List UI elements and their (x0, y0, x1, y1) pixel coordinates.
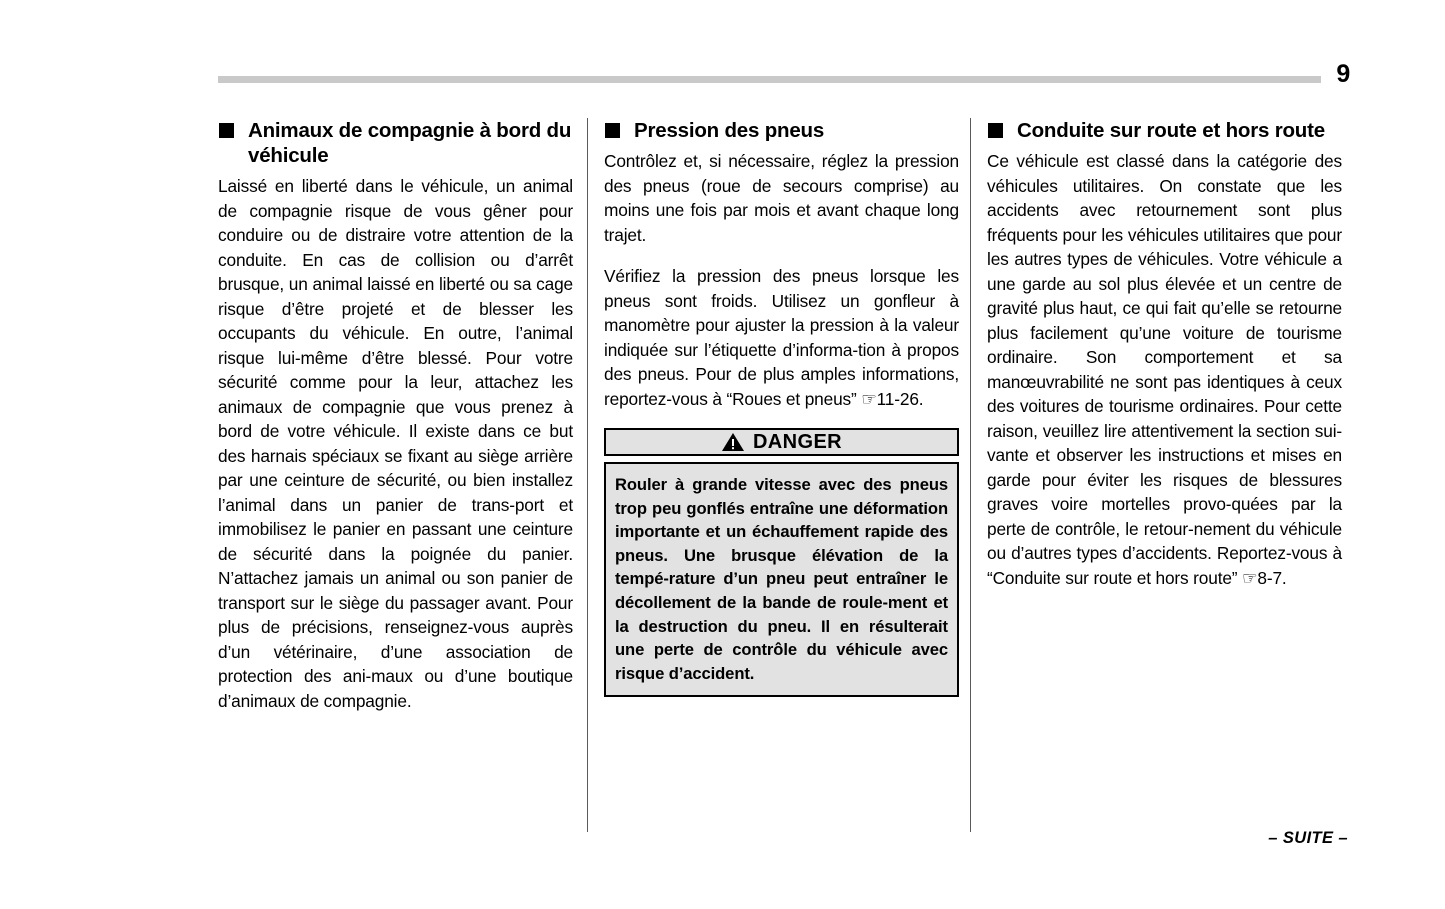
section-heading-tire-pressure-label: Pression des pneus (634, 119, 825, 142)
column-divider-1 (587, 118, 588, 832)
column-pets (218, 118, 573, 713)
header-rule (218, 76, 1321, 83)
footer-continued-note: – SUITE – (1268, 829, 1348, 847)
danger-callout (604, 428, 959, 697)
danger-callout-header (604, 428, 959, 456)
column-tire-pressure (604, 118, 959, 697)
danger-callout-title: DANGER (752, 431, 843, 453)
danger-callout-text: Rouler à grande vitesse avec des pneus trop peu gonflés entraîne une déformation importante et un échauffement rapide des pneus. Une brusque élévation de la tempé-rature d’un pneu peut entraîner le décollement de la bande de roule-ment et la destruction du pneu. Il en résulterait une perte de contrôle du véhicule avec risque d’accident. (615, 475, 948, 683)
section-heading-tire-pressure (604, 118, 959, 143)
paragraph: Contrôlez et, si nécessaire, réglez la pression des pneus (roue de secours comprise) au moins une fois par mois et avant chaque long trajet. (604, 151, 959, 245)
square-bullet-icon (988, 123, 1003, 138)
paragraph-with-reference: Vérifiez la pression des pneus lorsque les pneus sont froids. Utilisez un gonfleur à manomètre pour ajuster la pression à la valeur indiquée sur l’étiquette d’informa-tion à propos des pneus. Pour de plus amples informations, reportez-vous à “Roues et pneus” ☞11-26. (604, 266, 959, 409)
square-bullet-icon (219, 123, 234, 138)
paragraph-with-reference: Ce véhicule est classé dans la catégorie des véhicules utilitaires. On constate que les accidents avec retournement sont plus fréquents pour les véhicules utilitaires que pour les autres types de véhicules. Votre véhicule a une garde au sol plus élevée et un centre de gravité plus haut, ce qui fait qu’elle se retourne plus facilement qu’une voiture de tourisme ordinaire. Son comportement et sa manœuvrabilité ne sont pas identiques à ceux des voitures de tourisme ordinaires. Pour cette raison, veuillez lire attentivement la section sui-vante et observer les instructions et mises en garde pour éviter les risques de blessures graves voire mortelles provo-quées par la perte de contrôle, le retour-nement du véhicule ou d’autres types d’accidents. Reportez-vous à “Conduite sur route et hors route” ☞8-7. (987, 151, 1342, 588)
column-divider-2 (970, 118, 971, 832)
section-heading-pets (218, 118, 573, 168)
paragraph: Laissé en liberté dans le véhicule, un animal de compagnie risque de vous gêner pour conduire ou de distraire votre attention de la conduite. En cas de collision ou d’arrêt brusque, un animal laissé en liberté ou sa cage risque d’être projeté et de blesser les occupants du véhicule. En outre, l’animal risque lui-même d’être blessé. Pour votre sécurité comme pour la leur, attachez les animaux de compagnie que vous prenez à bord de votre véhicule. Il existe dans ce but des harnais spéciaux se fixant au siège arrière par une ceinture de sécurité, ou bien installez l’animal dans un panier de trans-port et immobilisez le panier en passant une ceinture de sécurité dans la poignée du panier. N’attachez jamais un animal ou son panier de transport sur le siège du passager avant. Pour plus de précisions, renseignez-vous auprès d’un vétérinaire, d’une association de protection des ani-maux ou d’une boutique d’animaux de compagnie. (218, 176, 573, 711)
column-on-off-road-driving (987, 118, 1342, 590)
square-bullet-icon (605, 123, 620, 138)
section-heading-on-off-road (987, 118, 1342, 143)
section-heading-pets-label: Animaux de compagnie à bord du véhicule (248, 119, 572, 167)
danger-callout-body (604, 462, 959, 697)
page-number: 9 (1336, 60, 1350, 88)
section-heading-on-off-road-label: Conduite sur route et hors route (1017, 119, 1325, 142)
warning-triangle-icon (721, 432, 745, 452)
